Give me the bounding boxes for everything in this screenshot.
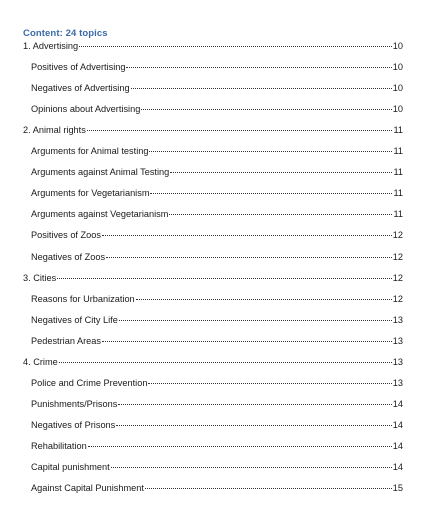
toc-dot-leader [145, 488, 392, 489]
toc-page-number: 14 [392, 462, 403, 472]
toc-dot-leader [119, 320, 392, 321]
toc-page-number: 15 [392, 483, 403, 494]
toc-page-number: 11 [393, 167, 403, 178]
toc-subsection-entry[interactable] [31, 209, 403, 220]
toc-entry-label: 1. Advertising [23, 41, 79, 51]
toc-dot-leader [118, 404, 391, 405]
toc-dot-leader [169, 214, 392, 215]
toc-page-number: 13 [392, 335, 403, 346]
toc-entry-label: Police and Crime Prevention [31, 377, 148, 388]
toc-subsection-entry[interactable] [31, 378, 403, 389]
toc-entry-label: Reasons for Urbanization [31, 293, 135, 304]
toc-subsection-entry[interactable] [31, 294, 403, 305]
toc-entry-label: Against Capital Punishment [31, 483, 144, 494]
toc-entry-label: Arguments against Animal Testing [31, 167, 170, 178]
toc-page-number: 11 [393, 188, 403, 199]
toc-page-number: 13 [392, 314, 403, 325]
toc-entry-label: Positives of Zoos [31, 230, 101, 241]
toc-subsection-entry[interactable] [31, 420, 403, 431]
toc-dot-leader [57, 278, 392, 279]
toc-entry-label: Negatives of Prisons [31, 419, 116, 430]
toc-title: Content: 24 topics [23, 28, 108, 39]
toc-dot-leader [88, 446, 392, 447]
toc-entry-label: Opinions about Advertising [31, 104, 141, 115]
toc-section-entry[interactable] [23, 125, 403, 136]
toc-entry-label: Arguments for Animal testing [31, 146, 149, 157]
toc-entry-label: 4. Crime [23, 356, 58, 367]
toc-subsection-entry[interactable] [31, 146, 403, 157]
toc-subsection-entry[interactable] [31, 104, 403, 115]
toc-entry-label: Capital punishment [31, 462, 110, 472]
toc-entry-label: Punishments/Prisons [31, 398, 118, 409]
toc-page-number: 14 [392, 419, 403, 430]
toc-page-number: 10 [392, 104, 403, 115]
toc-subsection-entry[interactable] [31, 462, 403, 473]
toc-dot-leader [116, 425, 392, 426]
toc-page-number: 13 [392, 356, 403, 367]
toc-page-number: 10 [392, 83, 403, 94]
toc-subsection-entry[interactable] [31, 167, 403, 178]
toc-dot-leader [102, 341, 392, 342]
toc-section-entry[interactable] [23, 273, 403, 284]
toc-page-number: 10 [392, 41, 403, 51]
toc-dot-leader [170, 172, 392, 173]
toc-section-entry[interactable] [23, 357, 403, 368]
toc-subsection-entry[interactable] [31, 336, 403, 347]
toc-entry-label: Pedestrian Areas [31, 335, 101, 346]
toc-dot-leader [131, 88, 392, 89]
toc-subsection-entry[interactable] [31, 441, 403, 452]
toc-entry-label: Negatives of Zoos [31, 251, 106, 262]
toc-dot-leader [111, 467, 392, 468]
toc-subsection-entry[interactable] [31, 83, 403, 94]
toc-subsection-entry[interactable] [31, 252, 403, 263]
toc-entry-label: 2. Animal rights [23, 125, 86, 136]
toc-page-number: 12 [392, 230, 403, 241]
toc-entry-label: Arguments against Vegetarianism [31, 209, 169, 220]
toc-subsection-entry[interactable] [31, 230, 403, 241]
toc-dot-leader [102, 235, 392, 236]
toc-dot-leader [148, 383, 391, 384]
toc-page-number: 13 [392, 377, 403, 388]
toc-dot-leader [141, 109, 391, 110]
toc-page-number: 11 [393, 209, 403, 220]
toc-dot-leader [150, 193, 392, 194]
toc-dot-leader [59, 362, 392, 363]
toc-entry-label: Arguments for Vegetarianism [31, 188, 150, 199]
toc-dot-leader [149, 151, 392, 152]
toc-page-number: 12 [392, 251, 403, 262]
toc-page-number: 11 [393, 125, 403, 136]
toc-page-number: 11 [393, 146, 403, 157]
toc-entry-label: 3. Cities [23, 272, 57, 283]
toc-dot-leader [79, 46, 392, 47]
toc-subsection-entry[interactable] [31, 62, 403, 73]
toc-page-number: 14 [392, 440, 403, 451]
toc-dot-leader [87, 130, 393, 131]
toc-page-number: 10 [392, 62, 403, 73]
toc-dot-leader [106, 257, 392, 258]
toc-subsection-entry[interactable] [31, 483, 403, 494]
toc-dot-leader [136, 299, 392, 300]
toc-page-number: 12 [392, 272, 403, 283]
toc-subsection-entry[interactable] [31, 399, 403, 410]
toc-dot-leader [126, 67, 391, 68]
toc-entry-label: Positives of Advertising [31, 62, 126, 73]
toc-subsection-entry[interactable] [31, 315, 403, 326]
toc-page-number: 14 [392, 398, 403, 409]
toc-entry-label: Negatives of City Life [31, 314, 118, 325]
toc-entry-label: Rehabilitation [31, 440, 87, 451]
toc-subsection-entry[interactable] [31, 188, 403, 199]
toc-section-entry[interactable] [23, 41, 403, 52]
toc-page-number: 12 [392, 293, 403, 304]
toc-entry-label: Negatives of Advertising [31, 83, 130, 94]
